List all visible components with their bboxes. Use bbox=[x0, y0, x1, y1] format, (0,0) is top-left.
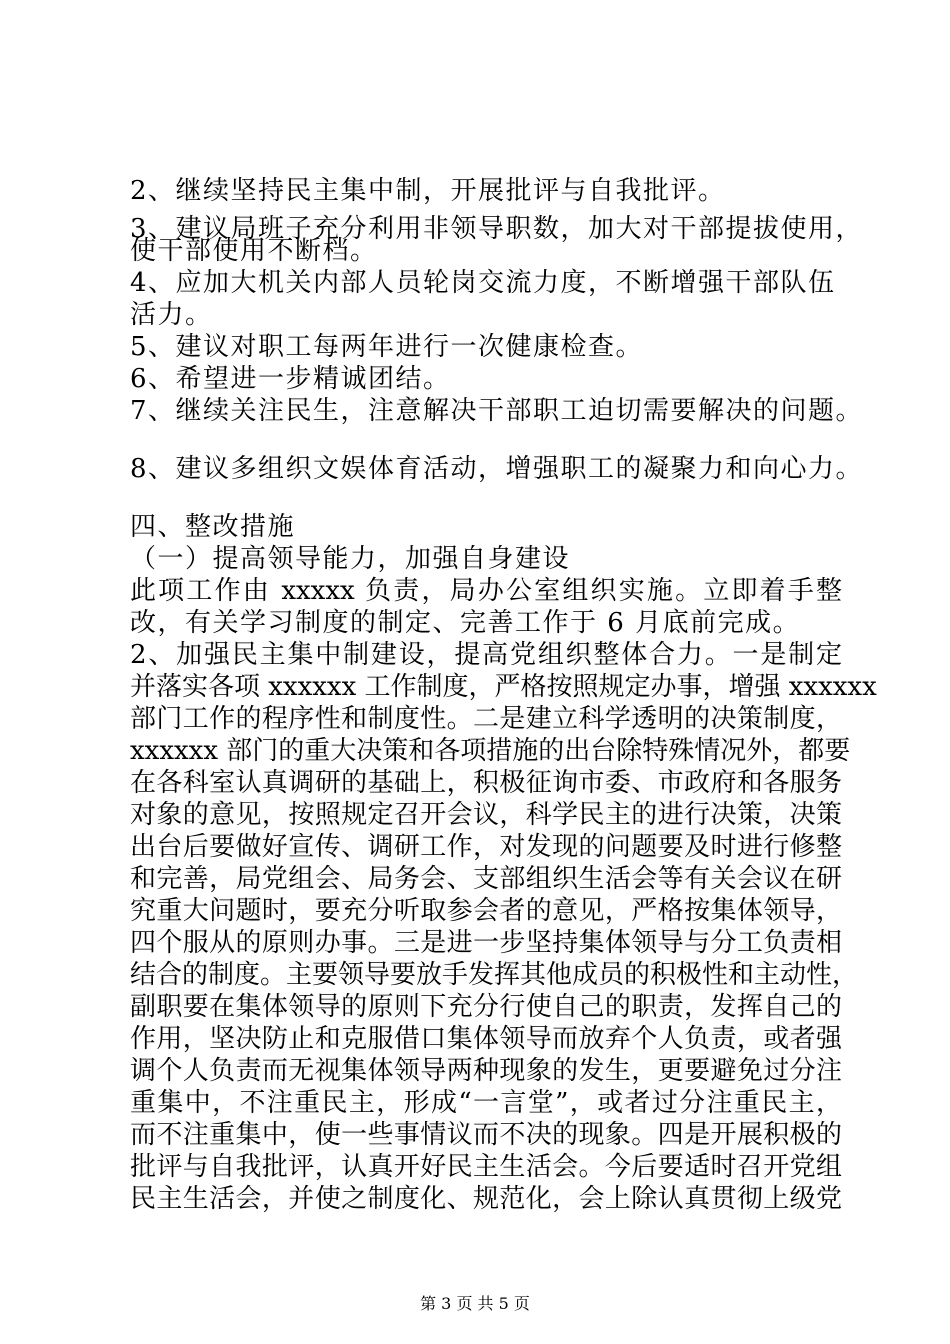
text-line: 8、建议多组织文娱体育活动，增强职工的凝聚力和向心力。 bbox=[130, 454, 864, 484]
text-line: 改，有关学习制度的制定、完善工作于 6 月底前完成。 bbox=[130, 608, 801, 638]
text-line: 并落实各项 xxxxxx 工作制度，严格按照规定办事，增强 xxxxxx bbox=[130, 672, 877, 702]
text-line: 7、继续关注民生，注意解决干部职工迫切需要解决的问题。 bbox=[130, 396, 864, 426]
text-line: 和完善，局党组会、局务会、支部组织生活会等有关会议在研 bbox=[130, 864, 842, 894]
text-line: 出台后要做好宣传、调研工作，对发现的问题要及时进行修整 bbox=[130, 832, 842, 862]
text-line: xxxxxx 部门的重大决策和各项措施的出台除特殊情况外，都要 bbox=[130, 736, 851, 766]
text-line: 5、建议对职工每两年进行一次健康检查。 bbox=[130, 332, 644, 362]
text-line: 重集中，不注重民主，形成“一言堂”，或者过分注重民主， bbox=[130, 1088, 842, 1118]
text-line: 3、建议局班子充分利用非领导职数，加大对干部提拔使用， bbox=[130, 214, 864, 244]
subsection-heading: （一）提高领导能力，加强自身建设 bbox=[130, 544, 571, 574]
section-heading: 四、整改措施 bbox=[130, 512, 296, 542]
text-line: 副职要在集体领导的原则下充分行使自己的职责，发挥自己的 bbox=[130, 992, 842, 1022]
text-line: 结合的制度。主要领导要放手发挥其他成员的积极性和主动性， bbox=[130, 960, 859, 990]
text-line: 调个人负责而无视集体领导两种现象的发生，更要避免过分注 bbox=[130, 1056, 842, 1086]
text-line: 批评与自我批评，认真开好民主生活会。今后要适时召开党组 bbox=[130, 1152, 842, 1182]
text-line: 部门工作的程序性和制度性。二是建立科学透明的决策制度， bbox=[130, 704, 842, 734]
text-line: 对象的意见，按照规定召开会议，科学民主的进行决策，决策 bbox=[130, 800, 842, 830]
text-line: 在各科室认真调研的基础上，积极征询市委、市政府和各服务 bbox=[130, 768, 842, 798]
text-line: 此项工作由 xxxxx 负责，局办公室组织实施。立即着手整 bbox=[130, 576, 842, 606]
text-line: 4、应加大机关内部人员轮岗交流力度，不断增强干部队伍 bbox=[130, 268, 836, 298]
text-line: 四个服从的原则办事。三是进一步坚持集体领导与分工负责相 bbox=[130, 928, 842, 958]
page-number: 第 3 页 共 5 页 bbox=[420, 1294, 530, 1313]
text-line: 2、继续坚持民主集中制，开展批评与自我批评。 bbox=[130, 176, 726, 206]
text-line: 6、希望进一步精诚团结。 bbox=[130, 364, 451, 394]
text-line: 而不注重集中，使一些事情议而不决的现象。四是开展积极的 bbox=[130, 1120, 842, 1150]
text-line: 使干部使用不断档。 bbox=[130, 236, 378, 266]
text-line: 作用，坚决防止和克服借口集体领导而放弃个人负责，或者强 bbox=[130, 1024, 842, 1054]
text-line: 民主生活会，并使之制度化、规范化，会上除认真贯彻上级党 bbox=[130, 1184, 842, 1214]
text-line: 活力。 bbox=[130, 300, 213, 330]
text-line: 2、加强民主集中制建设，提高党组织整体合力。一是制定 bbox=[130, 640, 842, 670]
text-line: 究重大问题时，要充分听取参会者的意见，严格按集体领导， bbox=[130, 896, 842, 926]
